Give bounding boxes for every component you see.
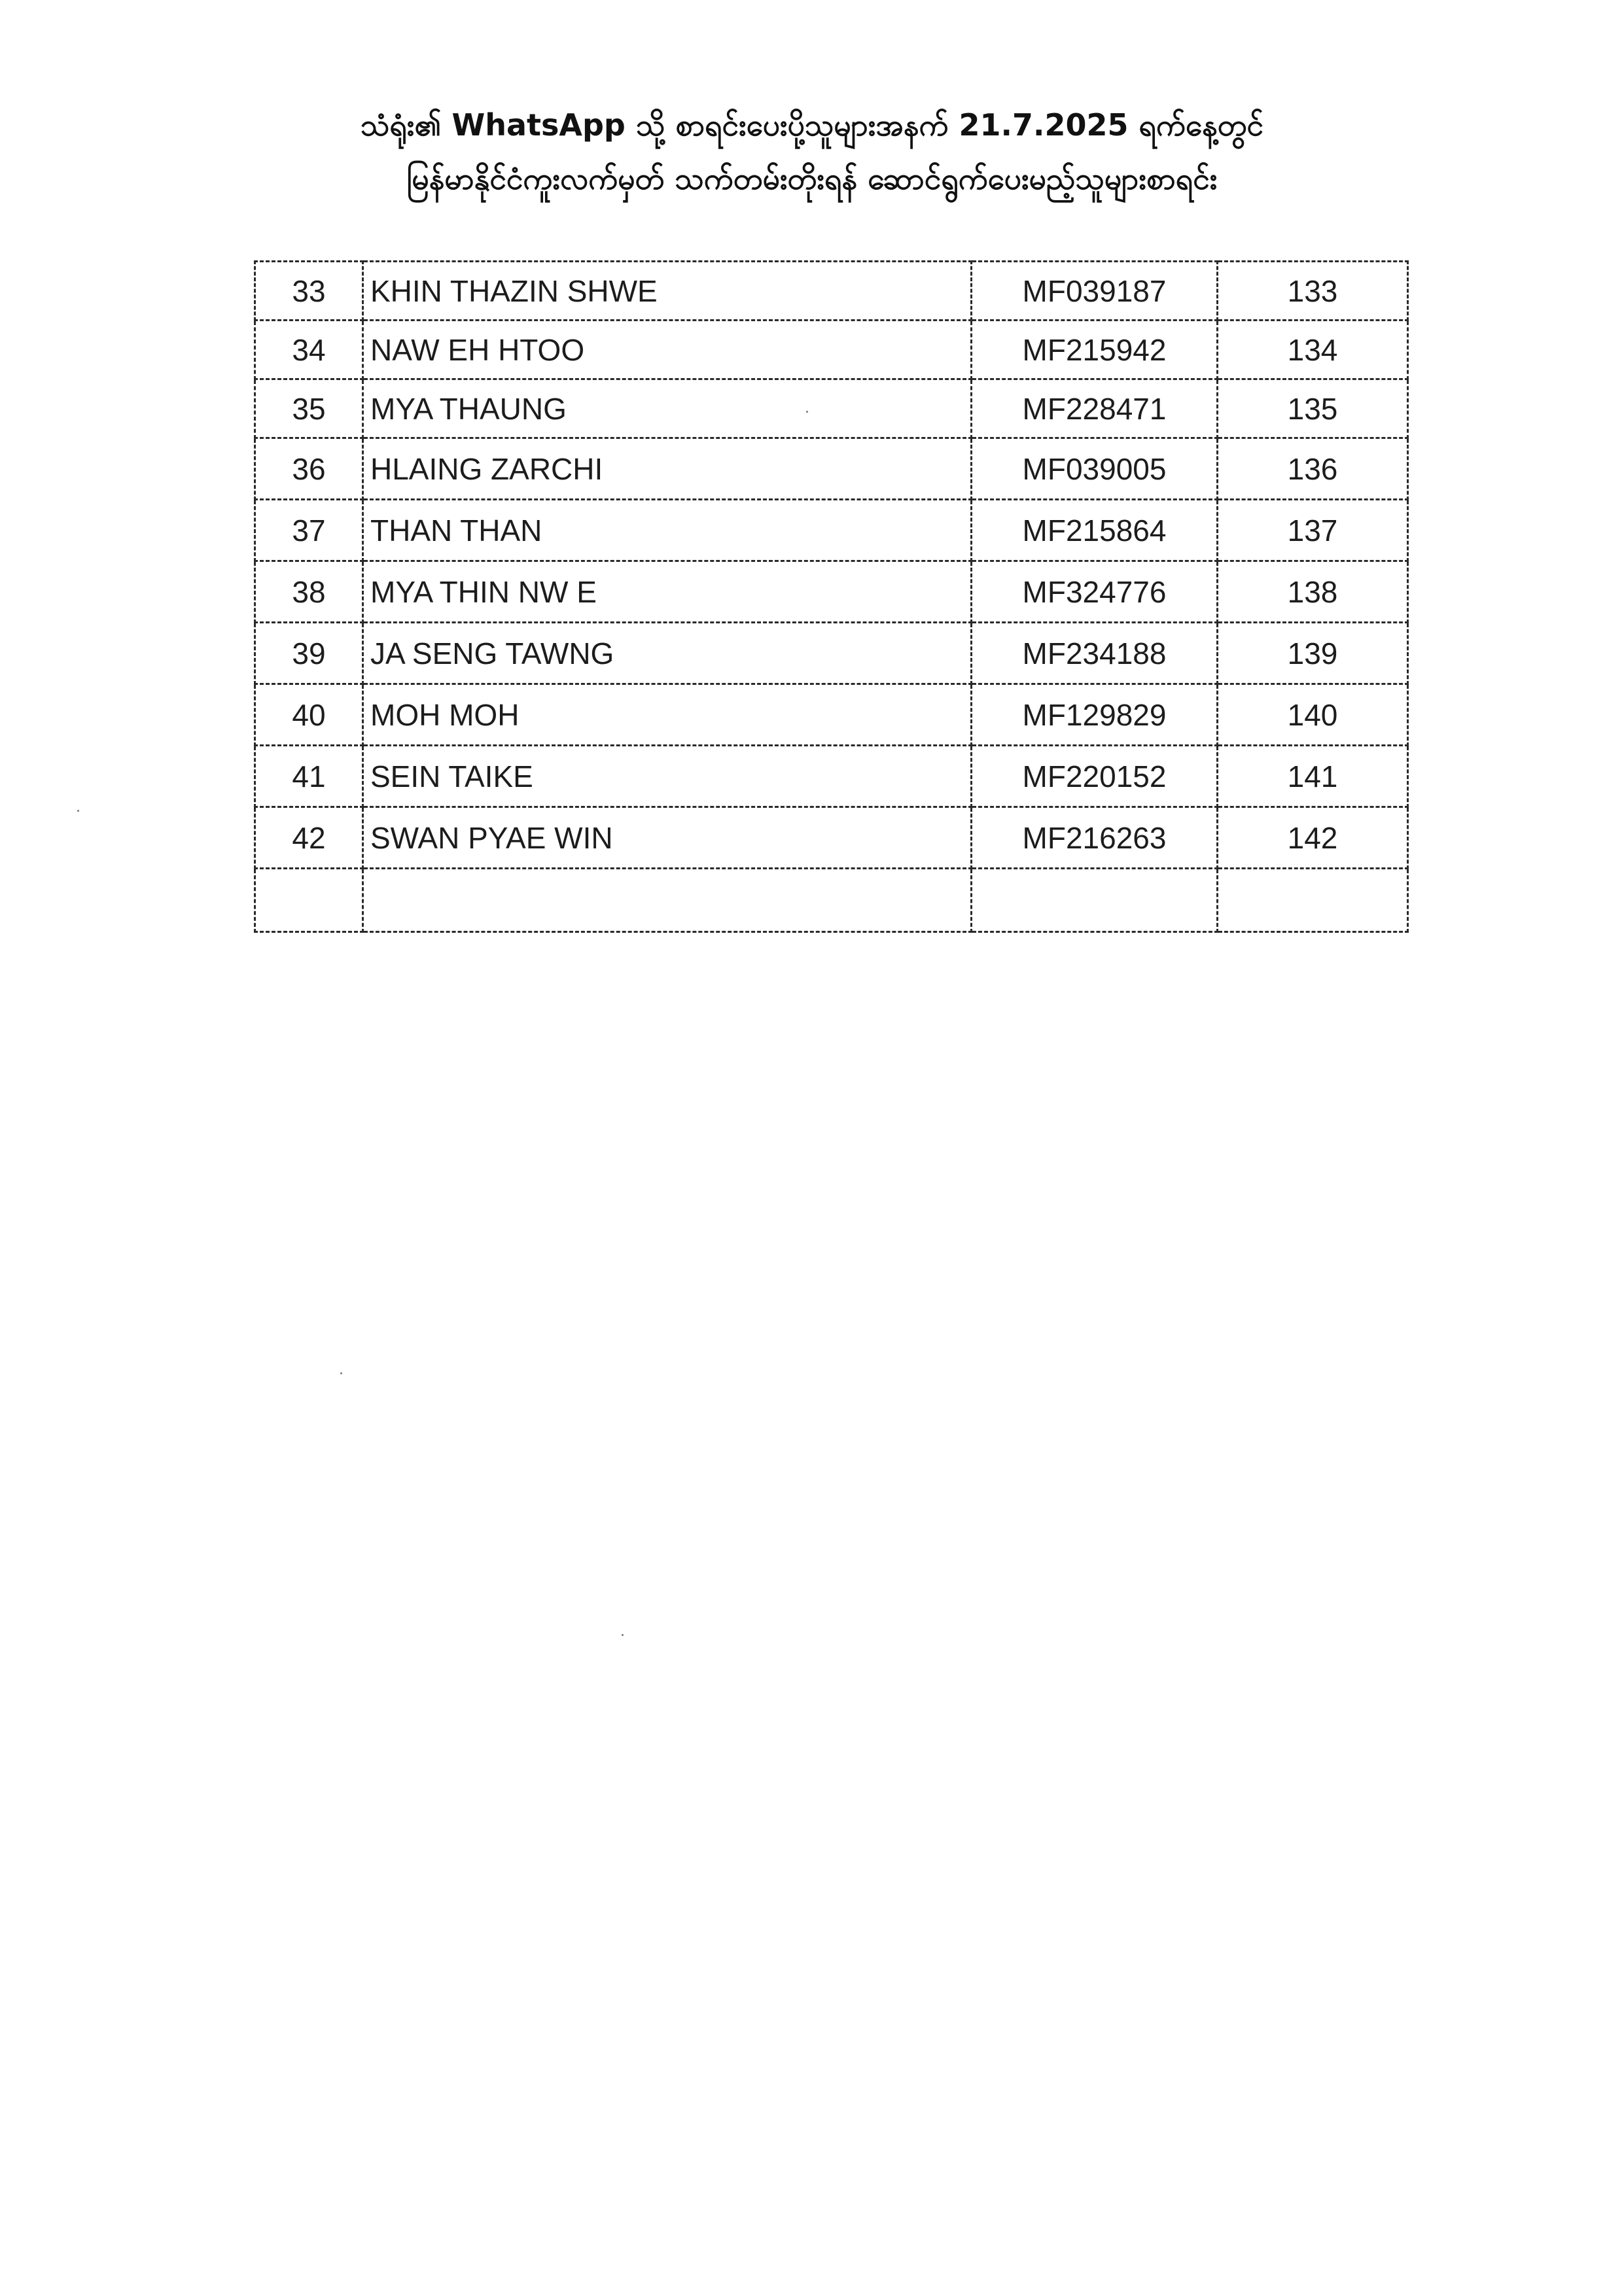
row-number: 37 xyxy=(255,500,363,561)
passport-number: MF324776 xyxy=(972,561,1218,623)
header-title-line-1: သံရုံး၏ WhatsApp သို့ စာရင်းပေးပို့သူများအနက် 21.7.2025 ရက်နေ့တွင် xyxy=(360,107,1264,143)
row-number: 33 xyxy=(255,262,363,321)
empty-cell xyxy=(1218,869,1408,932)
reference-number: 135 xyxy=(1218,379,1408,438)
reference-number: 141 xyxy=(1218,746,1408,807)
applicant-name: KHIN THAZIN SHWE xyxy=(363,262,972,321)
reference-number: 134 xyxy=(1218,321,1408,379)
table-row xyxy=(255,321,1408,379)
row-number: 38 xyxy=(255,561,363,623)
reference-number: 138 xyxy=(1218,561,1408,623)
applicant-name: THAN THAN xyxy=(363,500,972,561)
row-number: 36 xyxy=(255,438,363,500)
applicant-name: SWAN PYAE WIN xyxy=(363,807,972,869)
applicant-name: JA SENG TAWNG xyxy=(363,623,972,684)
empty-cell xyxy=(255,869,363,932)
passport-number: MF215864 xyxy=(972,500,1218,561)
row-number: 41 xyxy=(255,746,363,807)
reference-number: 142 xyxy=(1218,807,1408,869)
passport-number: MF129829 xyxy=(972,684,1218,746)
table-row xyxy=(255,746,1408,807)
scan-speck xyxy=(806,411,808,413)
scan-speck xyxy=(340,1372,342,1374)
row-number: 34 xyxy=(255,321,363,379)
row-number: 42 xyxy=(255,807,363,869)
scan-speck xyxy=(77,810,79,812)
table-row xyxy=(255,684,1408,746)
passport-number: MF039005 xyxy=(972,438,1218,500)
table-row xyxy=(255,623,1408,684)
table-row xyxy=(255,807,1408,869)
scan-speck xyxy=(622,1634,624,1636)
reference-number: 140 xyxy=(1218,684,1408,746)
applicant-name: MYA THIN NW E xyxy=(363,561,972,623)
applicant-name: HLAING ZARCHI xyxy=(363,438,972,500)
applicant-name: NAW EH HTOO xyxy=(363,321,972,379)
applicant-table xyxy=(254,260,1409,933)
passport-number: MF234188 xyxy=(972,623,1218,684)
table-row xyxy=(255,379,1408,438)
applicant-name: SEIN TAIKE xyxy=(363,746,972,807)
passport-number: MF215942 xyxy=(972,321,1218,379)
row-number: 39 xyxy=(255,623,363,684)
table-row xyxy=(255,500,1408,561)
table-row xyxy=(255,561,1408,623)
passport-number: MF220152 xyxy=(972,746,1218,807)
passport-number: MF216263 xyxy=(972,807,1218,869)
header-title-line-2: မြန်မာနိုင်ငံကူးလက်မှတ် သက်တမ်းတိုးရန် ဆောင်ရွက်ပေးမည့်သူများစာရင်း xyxy=(406,161,1218,196)
row-number: 35 xyxy=(255,379,363,438)
row-number: 40 xyxy=(255,684,363,746)
empty-table-row xyxy=(255,869,1408,932)
reference-number: 136 xyxy=(1218,438,1408,500)
empty-cell xyxy=(972,869,1218,932)
document-header xyxy=(0,98,1624,205)
reference-number: 133 xyxy=(1218,262,1408,321)
applicant-name: MOH MOH xyxy=(363,684,972,746)
passport-number: MF039187 xyxy=(972,262,1218,321)
applicant-name: MYA THAUNG xyxy=(363,379,972,438)
reference-number: 137 xyxy=(1218,500,1408,561)
table-row xyxy=(255,438,1408,500)
table-row xyxy=(255,262,1408,321)
passport-number: MF228471 xyxy=(972,379,1218,438)
empty-cell xyxy=(363,869,972,932)
reference-number: 139 xyxy=(1218,623,1408,684)
